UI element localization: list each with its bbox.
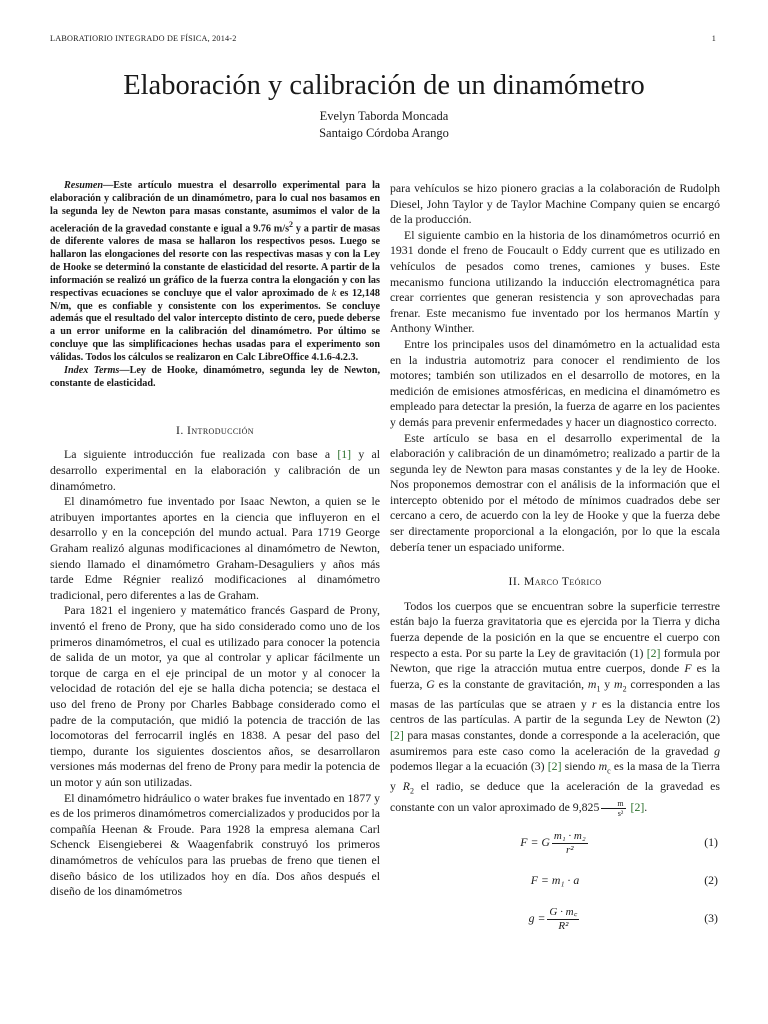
equation-number: (1) <box>704 835 718 850</box>
paragraph: El dinamómetro fue inventado por Isaac Newton, a quien se le atribuyen importantes aportes en la ciencia que influyeron en el desarrollo y en la concepción del mundo actual. Para 1719 George Graham realizó algunas modificaciones al dinamómetro de Newton, siendo llamado el dinamómetro Graham-Desaguliers y años más tarde Edme Régnier realizó modificaciones al dinamómetro tradicional, pero diferentes a las de Graham. <box>50 494 380 602</box>
paragraph: para vehículos se hizo pionero gracias a la colaboración de Rudolph Diesel, John Taylor y de Taylor Machine Company quien se encargó de la producción. <box>390 181 720 227</box>
author-list <box>0 108 768 142</box>
section-heading-intro: I. Introducción <box>176 422 254 437</box>
section-heading-theory: II. Marco Teórico <box>508 574 602 589</box>
paragraph: Todos los cuerpos que se encuentran sobre la superficie terrestre están bajo la fuerza gravitatoria que es ejercida por la Tierra y dicha fuerza depende de la posición en la que se encuentre el cuerpo con respecto a esta. Por su parte la Ley de gravitación (1) [2] formula por Newton, que rige la atracción mutua entre cuerpos, donde F es la fuerza, G es la constante de gravitación, $m_1$ y $m_2$ corresponden a las masas de las partículas que se atraen y r es la distancia entre los centros de las partículas. A partir de la segunda Ley de Newton (2) [2] para masas constantes, donde a corresponde a la aceleración, que asumiremos para este caso como la aceleración de la gravedad g podemos llegar a la ecuación (3) [2] siendo $m_c$ es la masa de la Tierra y $R_2$ el radio, se deduce que la aceleración de la gravedad es constante con un valor aproximado de 9,825 $\frac{m}{\text{s²}}$ [2]. <box>390 598 721 819</box>
citation-link[interactable]: [2] <box>547 759 562 774</box>
paper-title: Elaboración y calibración de un dinamómetro <box>123 70 645 101</box>
equation-number: (3) <box>704 911 718 926</box>
index-terms-label: Index Terms <box>64 365 120 377</box>
paragraph: Este artículo se basa en el desarrollo experimental de la elaboración y calibración de un dinamómetro; realizado a partir de la segunda ley de Newton para masas constantes y de la ley de Hooke. Nos proponemos demostrar con el análisis de la información que el intercepto obtenido por el método de mínimos cuadrados debe ser cercano a cero, de acuerdo con la ley de Hooke y que la fuerza debe ser directamente proporcional a la elongación, por lo que la escala debería tener un espaciado uniforme. <box>390 430 720 554</box>
running-title: LABORATIORIO INTEGRADO DE FÍSICA, 2014-2 <box>50 34 237 43</box>
equation-2: F = m₁ · a (2) <box>530 873 718 888</box>
citation-link[interactable]: [2] <box>630 800 645 815</box>
citation-link[interactable]: [2] <box>646 645 661 660</box>
equation-number: (2) <box>704 873 718 888</box>
author: Santaigo Córdoba Arango <box>319 126 449 140</box>
paragraph: El siguiente cambio en la historia de los dinamómetros ocurrió en 1931 donde el freno de Foucault o Eddy current que es utilizado en vehículos de pesados como trenes, camiones y buses. Este mecanismo funciona utilizando la inducción electromagnética para crear corrientes que generan resistencia y son aprovechadas para frenar. Este mecanismo fue inventado por los hermanos Martín y Anthony Winther. <box>390 227 720 336</box>
abstract: Resumen—Este artículo muestra el desarrollo experimental para la elaboración y calibración de un dinamómetro, para lo cual nos basamos en la segunda ley de Newton para masas constante, asumimos el valor de la aceleración de la gravedad constante e igual a 9.76 $m/s^2$ y a partir de masas de diferente valores de masa se hallaron los respectivos pesos. Luego se hallaron las elongaciones del resorte con las respectivas masas y con la Ley de Hooke se determinó la constante de elasticidad del resorte. A partir de la información se realizó un gráfico de la fuerza contra la elongación y con las respectivas ecuaciones se concluye que el valor aproximado de k es 12,148 N/m, que es confiable y consistente con los experimentos. Se concluye además que el resultado del valor intercepto distinto de cero, puede deberse a un error uniforme en la calibración del dinamómetro. Por último se concluye que las simplificaciones hechas usadas para el experimento son válidas. Todos los cálculos se realizaron en Calc LibreOffice 4.1.6-4.2.3. Index Terms—Ley de Hooke, dinamómetro, segunda ley de Newton, constante de elasticidad. <box>50 180 380 389</box>
paragraph: Para 1821 el ingeniero y matemático francés Gaspard de Prony, inventó el freno de Prony, que ha sido considerado como uno de los primeros dinamómetros, el cual es utilizado para conocer la potencia de salida de un motor, ya que al controlar y aplicar fácilmente un torque de carga en el eje principal de un motor y al conocer la velocidad de rotación del eje se halla dicha potencia; se destaca el uso del freno de Prony por Charles Babbage considerado como el padre de la computación, que midió la potencia de tracción de las locomotoras del ferrocarril inglés en 1838. A pesar del paso del tiempo, durante los siguientes doscientos años, se desarrollaron versiones más modernas del freno de Prony para medir la potencia de un motor y aún son utilizadas. <box>50 603 380 789</box>
paragraph: La siguiente introducción fue realizada con base a [1] y al desarrollo experimental en la elaboración y calibración de un dinamómetro. <box>50 447 380 493</box>
author: Evelyn Taborda Moncada <box>319 109 449 123</box>
paragraph: Entre los principales usos del dinamómetro en la actualidad esta en la industria automotriz para conocer el rendimiento de los motores; también son utilizados en el desarrollo de motores, en la medición de emisiones atmosféricas, en medicina el dinamómetro es empleado para detectar la presión, la fuerza de agarre en los pacientes y demás para prevenir enfermedades y hacer un diagnostico correcto. <box>390 336 720 429</box>
citation-link[interactable]: [2] <box>390 727 404 742</box>
paragraph: El dinamómetro hidráulico o water brakes fue inventado en 1877 y es de los primeros dinamómetros comercializados y producidos por la compañía Heenan & Froude. Para 1928 la empresa alemana Carl Schenck Eisengieberei & Waagenfabrik construyó los primeros dinamómetros de vehículos para las pruebas de freno que tienen el diseño básico de los utilizados hoy en día. Dos años después el diseño de los dinamómetros <box>50 790 380 899</box>
running-header <box>50 34 716 43</box>
left-column <box>50 180 380 900</box>
page-number: 1 <box>711 34 716 43</box>
equation-3: g = $\frac{G \cdot m꜀}{\text{R²}}$ (3) <box>528 905 718 932</box>
abstract-label: Resumen <box>64 180 104 191</box>
equation-1: F = G $\frac{\text{m₁ · m₂}}{\text{r²}}$ (1) <box>520 829 718 856</box>
citation-link[interactable]: [1] <box>337 447 352 462</box>
right-column <box>390 181 720 940</box>
